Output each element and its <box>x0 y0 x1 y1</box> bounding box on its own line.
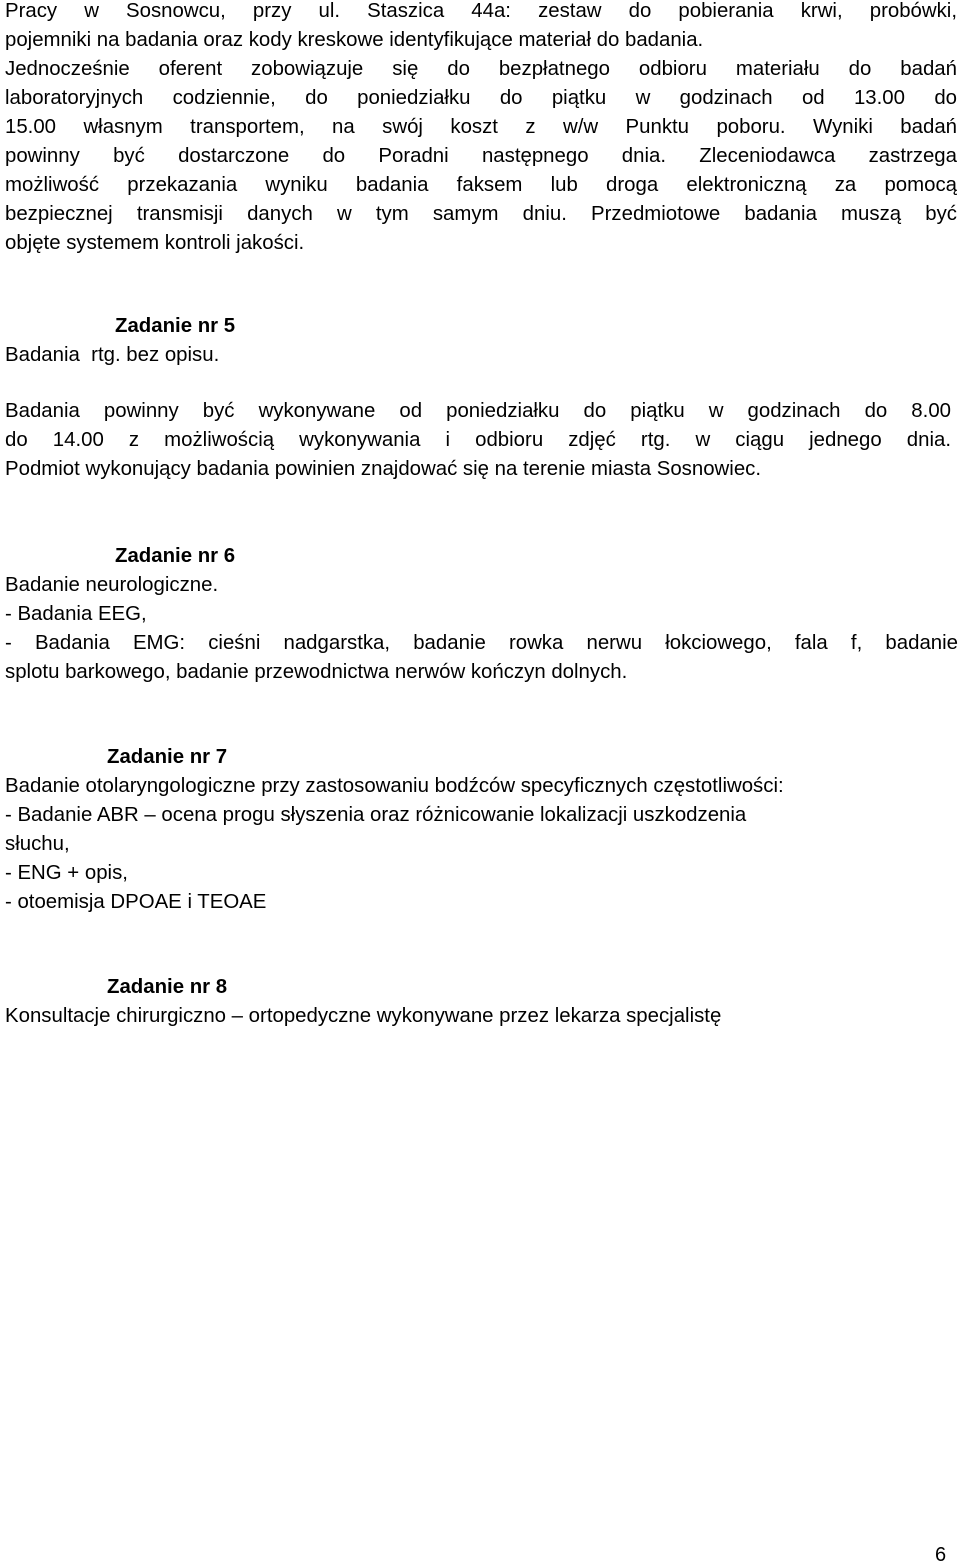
intro-line: objęte systemem kontroli jakości. <box>5 232 305 254</box>
task6-line: splotu barkowego, badanie przewodnictwa nerwów kończyn dolnych. <box>5 661 628 683</box>
task6-line: Badanie neurologiczne. <box>5 574 219 596</box>
task7-line: słuchu, <box>5 833 70 855</box>
task7-line: - otoemisja DPOAE i TEOAE <box>5 891 267 913</box>
task6-line: - Badania EEG, <box>5 603 147 625</box>
task7-title: Zadanie nr 7 <box>107 746 228 768</box>
task7-line: Badanie otolaryngologiczne przy zastosowaniu bodźców specyficznych częstotliwości: <box>5 775 784 797</box>
task8-title: Zadanie nr 8 <box>107 976 228 998</box>
intro-line: laboratoryjnych codziennie, do poniedziałku do piątku w godzinach od 13.00 do <box>5 87 957 109</box>
task5-line: Podmiot wykonujący badania powinien znajdować się na terenie miasta Sosnowiec. <box>5 458 762 480</box>
task6-title: Zadanie nr 6 <box>115 545 236 567</box>
intro-line: bezpiecznej transmisji danych w tym samym dniu. Przedmiotowe badania muszą być <box>5 203 957 225</box>
task5-line: Badania powinny być wykonywane od poniedziałku do piątku w godzinach do 8.00 <box>5 400 951 422</box>
page-number: 6 <box>935 1544 947 1566</box>
task7-line: - ENG + opis, <box>5 862 128 884</box>
intro-paragraph <box>5 0 957 258</box>
intro-line: 15.00 własnym transportem, na swój koszt z w/w Punktu poboru. Wyniki badań <box>5 116 957 138</box>
intro-line: pojemniki na badania oraz kody kreskowe identyfikujące materiał do badania. <box>5 29 704 51</box>
task7-paragraph <box>5 772 958 917</box>
task5-title: Zadanie nr 5 <box>115 315 236 337</box>
task5-subtitle: Badania rtg. bez opisu. <box>5 344 220 366</box>
task6-line: - Badania EMG: cieśni nadgarstka, badanie rowka nerwu łokciowego, fala f, badanie <box>5 632 958 654</box>
task5-line: do 14.00 z możliwością wykonywania i odbioru zdjęć rtg. w ciągu jednego dnia. <box>5 429 951 451</box>
task6-paragraph <box>5 629 958 687</box>
intro-line: Pracy w Sosnowcu, przy ul. Staszica 44a: zestaw do pobierania krwi, probówki, <box>5 0 957 22</box>
intro-line: Jednocześnie oferent zobowiązuje się do bezpłatnego odbioru materiału do badań <box>5 58 957 80</box>
task8-line: Konsultacje chirurgiczno – ortopedyczne wykonywane przez lekarza specjalistę <box>5 1005 722 1027</box>
task5-paragraph <box>5 397 951 484</box>
intro-line: powinny być dostarczone do Poradni następnego dnia. Zleceniodawca zastrzega <box>5 145 957 167</box>
intro-line: możliwość przekazania wyniku badania faksem lub droga elektroniczną za pomocą <box>5 174 957 196</box>
task7-line: - Badanie ABR – ocena progu słyszenia oraz różnicowanie lokalizacji uszkodzenia <box>5 804 747 826</box>
